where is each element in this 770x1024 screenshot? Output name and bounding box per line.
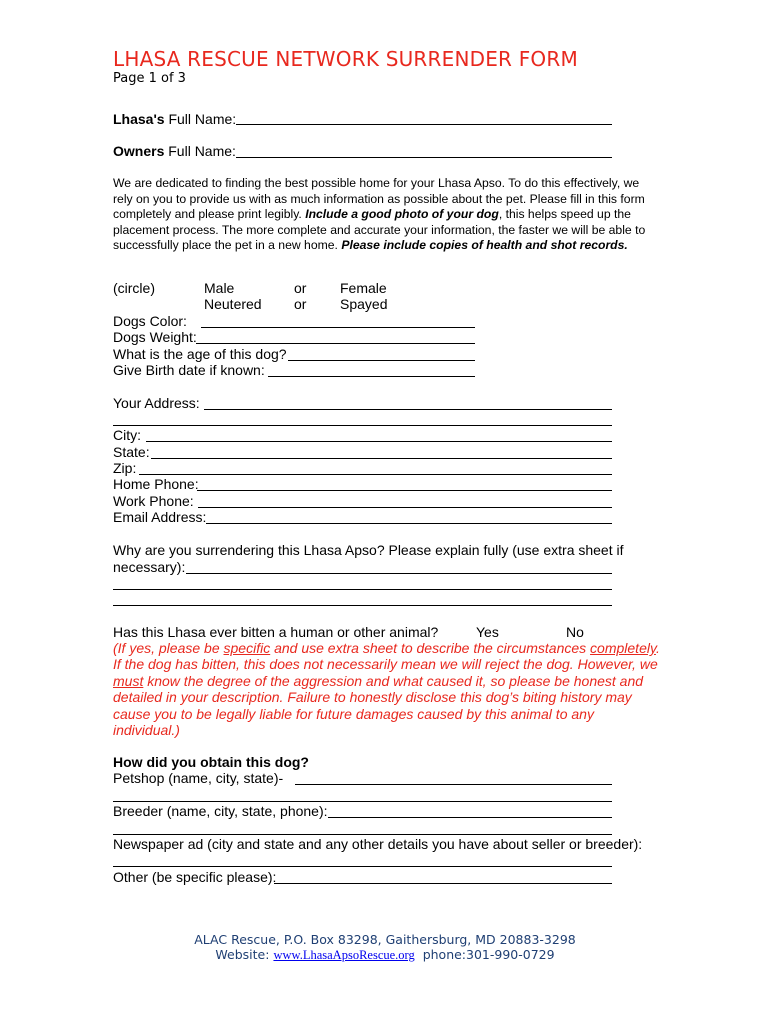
state-label: State: bbox=[113, 444, 150, 460]
bite-question: Has this Lhasa ever bitten a human or other animal? bbox=[113, 624, 439, 640]
petshop-field-line2[interactable] bbox=[113, 801, 612, 802]
address-field-line2[interactable] bbox=[113, 425, 612, 426]
bite-warning bbox=[113, 640, 661, 738]
work-phone-label: Work Phone: bbox=[113, 493, 194, 509]
male-option[interactable]: Male bbox=[204, 280, 235, 296]
petshop-field[interactable] bbox=[295, 784, 612, 785]
dog-age-field[interactable] bbox=[288, 360, 475, 361]
dog-color-label: Dogs Color: bbox=[113, 313, 187, 329]
dog-color-field[interactable] bbox=[201, 327, 475, 328]
footer-phone: phone:301-990-0729 bbox=[422, 947, 555, 962]
city-label: City: bbox=[113, 427, 141, 443]
surrender-reason-field[interactable] bbox=[186, 573, 612, 574]
address-label: Your Address: bbox=[113, 395, 200, 411]
obtain-heading: How did you obtain this dog? bbox=[113, 754, 309, 770]
lhasa-rest: Full Name: bbox=[164, 111, 237, 127]
surrender-question-cont: necessary): bbox=[113, 559, 186, 575]
intro-part1: We are dedicated to finding the best possible home for your Lhasa Apso. To do this effectively, we rely on you to provide us with as much information as possible about the pet. Please fill in this form completely and please print legibly. bbox=[113, 176, 645, 221]
intro-paragraph bbox=[113, 176, 661, 254]
state-field[interactable] bbox=[151, 458, 612, 459]
surrender-reason-line3[interactable] bbox=[113, 605, 612, 606]
surrender-question: Why are you surrendering this Lhasa Apso? Please explain fully (use extra sheet if bbox=[113, 542, 624, 558]
or-label-2: or bbox=[294, 296, 307, 312]
lhasa-bold: Lhasa's bbox=[113, 111, 165, 127]
breeder-field-line2[interactable] bbox=[113, 834, 612, 835]
birth-date-label: Give Birth date if known: bbox=[113, 362, 265, 378]
dog-age-label: What is the age of this dog? bbox=[113, 346, 287, 362]
owners-name-label bbox=[113, 143, 236, 159]
newspaper-label: Newspaper ad (city and state and any other details you have about seller or breeder): bbox=[113, 836, 643, 852]
other-label: Other (be specific please): bbox=[113, 869, 277, 885]
dog-weight-field[interactable] bbox=[196, 343, 475, 344]
owners-rest: Full Name: bbox=[164, 143, 236, 159]
surrender-reason-line2[interactable] bbox=[113, 589, 612, 590]
intro-part2: , this helps speed up the placement process. The more complete and accurate your information, the faster we will be able to successfully place the pet in a new home. bbox=[113, 207, 646, 252]
bite-warning-specific: specific bbox=[223, 640, 271, 656]
intro-records-note: Please include copies of health and shot records. bbox=[341, 238, 628, 252]
intro-photo-note: Include a good photo of your dog bbox=[305, 207, 499, 221]
home-phone-label: Home Phone: bbox=[113, 476, 199, 492]
lhasa-name-label bbox=[113, 111, 236, 127]
address-field[interactable] bbox=[204, 409, 612, 410]
bite-warning-completely: completely bbox=[590, 640, 656, 656]
bite-warning-part3: . If the dog has bitten, this does not necessarily mean we will reject the dog. However, we bbox=[113, 640, 660, 673]
email-label: Email Address: bbox=[113, 509, 207, 525]
circle-label: (circle) bbox=[113, 280, 155, 296]
lhasa-name-field[interactable] bbox=[236, 124, 612, 125]
breeder-label: Breeder (name, city, state, phone): bbox=[113, 803, 328, 819]
zip-field[interactable] bbox=[139, 474, 612, 475]
bite-warning-part4: know the degree of the aggression and what caused it, so please be honest and detailed in your description. Failure to honestly disclose this dog’s biting history may cause you to be legally liable for future damages caused by this animal to any individual.) bbox=[113, 672, 644, 739]
footer-address: ALAC Rescue, P.O. Box 83298, Gaithersburg, MD 20883-3298 bbox=[194, 932, 576, 947]
website-label: Website: bbox=[215, 947, 274, 962]
bite-warning-part2: and use extra sheet to describe the circumstances bbox=[270, 640, 591, 656]
work-phone-field[interactable] bbox=[198, 507, 612, 508]
city-field[interactable] bbox=[146, 441, 612, 442]
neutered-option[interactable]: Neutered bbox=[204, 296, 262, 312]
birth-date-field[interactable] bbox=[268, 376, 475, 377]
bite-warning-part1: (If yes, please be bbox=[113, 640, 224, 656]
bite-yes-option[interactable]: Yes bbox=[476, 624, 499, 640]
breeder-field[interactable] bbox=[328, 817, 612, 818]
owners-name-field[interactable] bbox=[236, 157, 612, 158]
bite-no-option[interactable]: No bbox=[566, 624, 584, 640]
bite-warning-must: must bbox=[113, 672, 144, 689]
other-field[interactable] bbox=[274, 883, 612, 884]
email-field[interactable] bbox=[206, 523, 612, 524]
page-number: Page 1 of 3 bbox=[113, 71, 186, 86]
home-phone-field[interactable] bbox=[197, 490, 612, 491]
or-label: or bbox=[294, 280, 307, 296]
website-link[interactable]: www.LhasaApsoRescue.org bbox=[273, 948, 415, 962]
owners-bold: Owners bbox=[113, 143, 165, 159]
form-title: LHASA RESCUE NETWORK SURRENDER FORM bbox=[113, 47, 578, 71]
newspaper-field[interactable] bbox=[113, 866, 612, 867]
petshop-label: Petshop (name, city, state)- bbox=[113, 770, 284, 786]
dog-weight-label: Dogs Weight: bbox=[113, 329, 197, 345]
female-option[interactable]: Female bbox=[340, 280, 387, 296]
zip-label: Zip: bbox=[113, 460, 137, 476]
spayed-option[interactable]: Spayed bbox=[340, 296, 388, 312]
footer-contact bbox=[0, 947, 770, 963]
